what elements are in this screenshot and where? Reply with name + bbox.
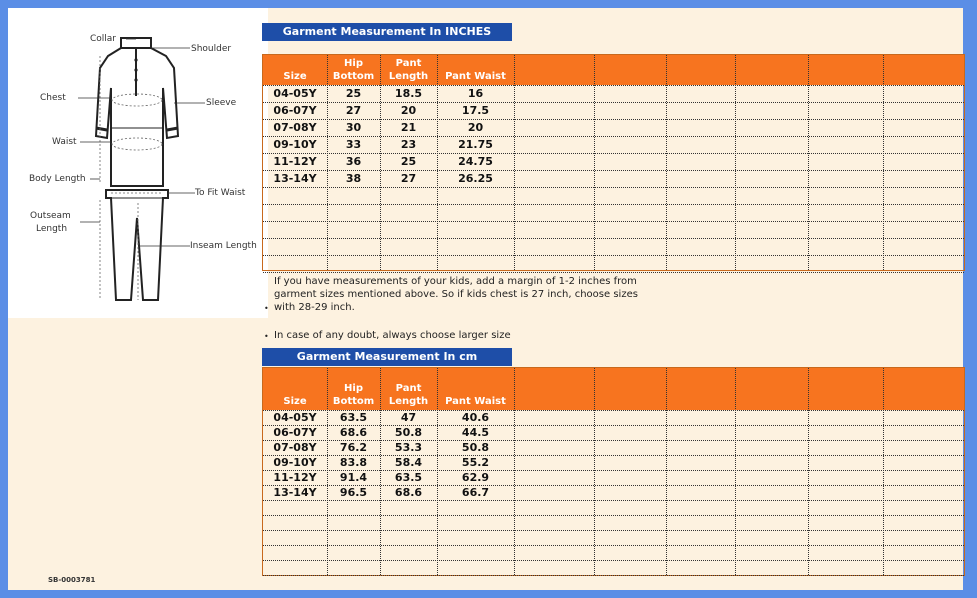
collar-label: Collar <box>90 34 117 44</box>
inches-section-title: Garment Measurement In INCHES <box>262 23 512 41</box>
table-cell: 44.5 <box>461 426 490 439</box>
grid-column-line <box>666 368 667 575</box>
table-cell: 17.5 <box>461 104 490 117</box>
cm-table <box>262 367 965 576</box>
table-cell: 83.8 <box>339 456 368 469</box>
table-cell: 40.6 <box>461 411 490 424</box>
table-cell: 07-08Y <box>273 441 317 454</box>
grid-row-line <box>263 272 964 273</box>
table-cell: 25 <box>400 155 417 168</box>
grid-row-line <box>263 560 964 561</box>
table-cell: 07-08Y <box>273 121 317 134</box>
table-cell: 38 <box>345 172 362 185</box>
table-cell: 20 <box>400 104 417 117</box>
table-cell: 50.8 <box>394 426 423 439</box>
grid-column-line <box>735 368 736 575</box>
garment-diagram <box>8 8 268 318</box>
table-cell: 68.6 <box>339 426 368 439</box>
table-cell: 11-12Y <box>273 471 317 484</box>
table-cell: 09-10Y <box>273 138 317 151</box>
table-cell: 18.5 <box>394 87 423 100</box>
table-cell: 13-14Y <box>273 172 317 185</box>
doubt-note: In case of any doubt, always choose larger size <box>274 330 511 341</box>
column-header <box>263 57 327 83</box>
table-cell: 27 <box>345 104 362 117</box>
table-cell: 62.9 <box>461 471 490 484</box>
margin-note-line1: If you have measurements of your kids, add a margin of 1-2 inches from <box>274 276 637 287</box>
to-fit-waist-label: To Fit Waist <box>195 188 246 198</box>
table-cell: 26.25 <box>458 172 493 185</box>
sku-code: SB-0003781 <box>48 576 96 584</box>
grid-column-line <box>594 368 595 575</box>
table-cell: 47 <box>400 411 417 424</box>
table-cell: 21.75 <box>458 138 493 151</box>
table-cell: 50.8 <box>461 441 490 454</box>
column-header-text <box>437 382 514 395</box>
inches-table <box>262 54 965 271</box>
shoulder-label: Shoulder <box>191 44 232 54</box>
column-header-text: Length <box>388 396 429 407</box>
grid-row-line <box>263 238 964 239</box>
column-header-text: Size <box>283 71 307 82</box>
grid-row-line <box>263 545 964 546</box>
grid-column-line <box>514 368 515 575</box>
table-cell: 66.7 <box>461 486 490 499</box>
cm-section-title: Garment Measurement In cm <box>262 348 512 366</box>
table-cell: 55.2 <box>461 456 490 469</box>
table-cell: 24.75 <box>458 155 493 168</box>
grid-row-line <box>263 187 964 188</box>
inseam-length-label: Inseam Length <box>190 241 257 251</box>
kurta-pajama-illustration <box>8 8 268 318</box>
grid-row-line <box>263 204 964 205</box>
grid-row-line <box>263 530 964 531</box>
size-chart-panel <box>8 8 963 590</box>
margin-note-line3: with 28-29 inch. <box>274 302 355 313</box>
outseam-length-label-line1: Outseam <box>30 211 71 221</box>
table-cell: 91.4 <box>339 471 368 484</box>
grid-column-line <box>883 368 884 575</box>
column-header <box>380 382 437 408</box>
grid-column-line <box>808 368 809 575</box>
column-header <box>327 382 380 408</box>
column-header-text: Pant Waist <box>445 396 506 407</box>
table-cell: 63.5 <box>394 471 423 484</box>
column-header-text <box>263 57 327 70</box>
grid-row-line <box>263 221 964 222</box>
table-cell: 06-07Y <box>273 426 317 439</box>
column-header <box>437 57 514 83</box>
table-cell: 23 <box>400 138 417 151</box>
column-header <box>263 382 327 408</box>
grid-row-line <box>263 500 964 501</box>
bullet-icon: • <box>264 332 269 341</box>
table-cell: 25 <box>345 87 362 100</box>
table-cell: 96.5 <box>339 486 368 499</box>
table-cell: 21 <box>400 121 417 134</box>
sleeve-label: Sleeve <box>206 98 237 108</box>
column-header-text: Length <box>388 71 429 82</box>
table-cell: 13-14Y <box>273 486 317 499</box>
table-cell: 20 <box>467 121 484 134</box>
grid-row-line <box>263 575 964 576</box>
table-cell: 76.2 <box>339 441 368 454</box>
column-header <box>327 57 380 83</box>
column-header-text: Pant <box>395 58 422 69</box>
table-cell: 30 <box>345 121 362 134</box>
table-cell: 68.6 <box>394 486 423 499</box>
table-cell: 06-07Y <box>273 104 317 117</box>
table-cell: 04-05Y <box>273 87 317 100</box>
table-cell: 11-12Y <box>273 155 317 168</box>
grid-row-line <box>263 255 964 256</box>
table-cell: 36 <box>345 155 362 168</box>
column-header-text <box>263 382 327 395</box>
table-cell: 53.3 <box>394 441 423 454</box>
table-cell: 04-05Y <box>273 411 317 424</box>
table-cell: 33 <box>345 138 362 151</box>
body-length-label: Body Length <box>29 174 86 184</box>
table-cell: 63.5 <box>339 411 368 424</box>
column-header <box>380 57 437 83</box>
waist-label: Waist <box>52 137 77 147</box>
column-header-text: Pant <box>395 383 422 394</box>
table-cell: 16 <box>467 87 484 100</box>
outseam-length-label-line2: Length <box>36 224 68 234</box>
table-cell: 58.4 <box>394 456 423 469</box>
column-header-text: Hip <box>344 58 363 69</box>
table-cell: 27 <box>400 172 417 185</box>
column-header-text: Pant Waist <box>445 71 506 82</box>
column-header-text: Size <box>283 396 307 407</box>
column-header <box>437 382 514 408</box>
column-header-text: Hip <box>344 383 363 394</box>
column-header-text: Bottom <box>332 71 375 82</box>
chest-label: Chest <box>40 93 66 103</box>
table-cell: 09-10Y <box>273 456 317 469</box>
bullet-icon: • <box>264 304 269 313</box>
grid-row-line <box>263 515 964 516</box>
column-header-text: Bottom <box>332 396 375 407</box>
margin-note-line2: garment sizes mentioned above. So if kids chest is 27 inch, choose sizes <box>274 289 638 300</box>
column-header-text <box>437 57 514 70</box>
